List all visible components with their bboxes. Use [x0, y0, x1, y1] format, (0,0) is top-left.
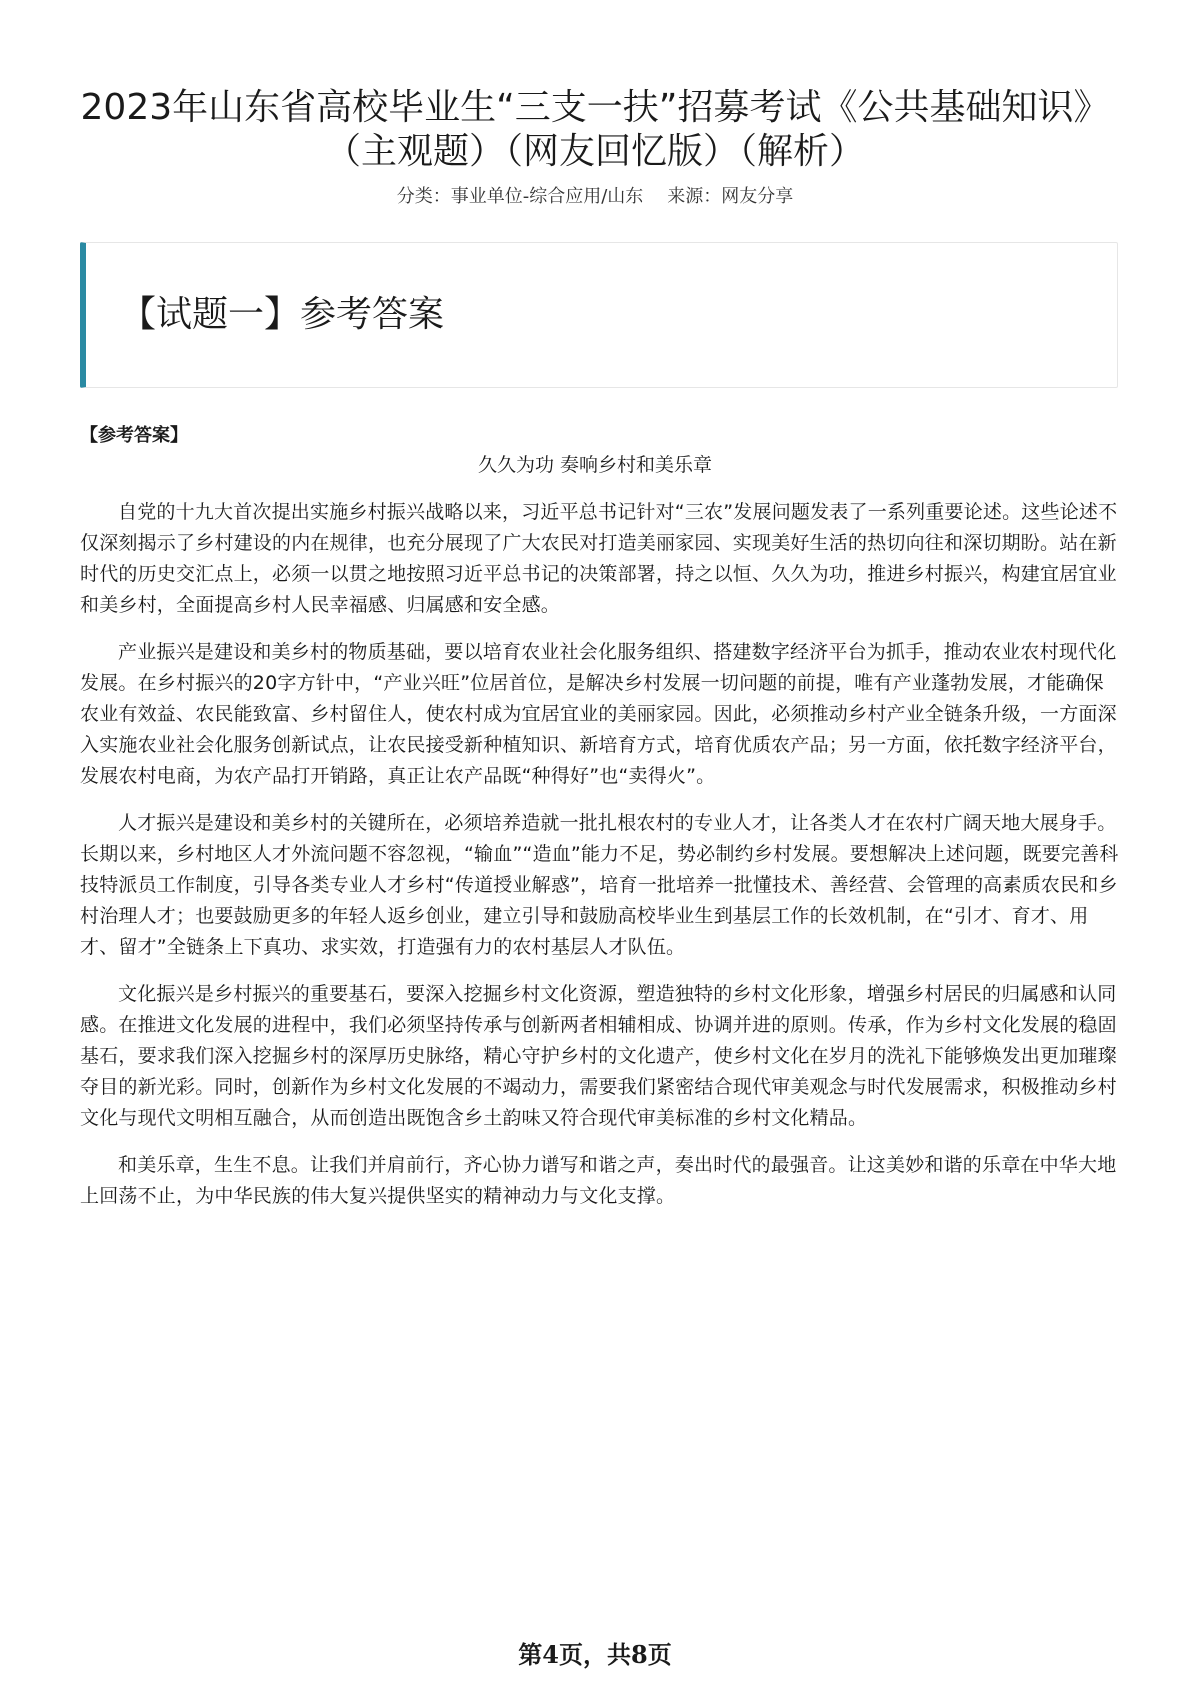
essay-body [80, 497, 1120, 1228]
document-meta [0, 186, 1190, 208]
answer-label: 【参考答案】 [80, 425, 188, 446]
essay-title: 久久为功 奏响乡村和美乐章 [477, 454, 713, 476]
source-text: 来源：网友分享 [667, 186, 794, 207]
essay-paragraph: 和美乐章，生生不息。让我们并肩前行，齐心协力谱写和谐之声，奏出时代的最强音。让这美妙和谐的乐章在中华大地上回荡不止，为中华民族的伟大复兴提供坚实的精神动力与文化支撑。 [80, 1154, 1117, 1207]
document-title: 2023年山东省高校毕业生“三支一扶”招募考试《公共基础知识》（主观题）（网友回忆版）（解析） [80, 87, 1110, 172]
essay-paragraph: 产业振兴是建设和美乡村的物质基础，要以培育农业社会化服务组织、搭建数字经济平台为抓手，推动农业农村现代化发展。在乡村振兴的20字方针中，“产业兴旺”位居首位，是解决乡村发展一切问题的前提，唯有产业蓬勃发展，才能确保农业有效益、农民能致富、乡村留住人，使农村成为宜居宜业的美丽家园。因此，必须推动乡村产业全链条升级，一方面深入实施农业社会化服务创新试点，让农民接受新种植知识、新培育方式，培育优质农产品；另一方面，依托数字经济平台，发展农村电商，为农产品打开销路，真正让农产品既“种得好”也“卖得火”。 [80, 641, 1117, 787]
essay-paragraph: 人才振兴是建设和美乡村的关键所在，必须培养造就一批扎根农村的专业人才，让各类人才在农村广阔天地大展身手。长期以来，乡村地区人才外流问题不容忽视，“输血”“造血”能力不足，势必制约乡村发展。要想解决上述问题，既要完善科技特派员工作制度，引导各类专业人才乡村“传道授业解惑”，培育一批培养一批懂技术、善经营、会管理的高素质农民和乡村治理人才；也要鼓励更多的年轻人返乡创业，建立引导和鼓励高校毕业生到基层工作的长效机制，在“引才、育才、用才、留才”全链条上下真功、求实效，打造强有力的农村基层人才队伍。 [80, 812, 1119, 958]
essay-paragraph: 文化振兴是乡村振兴的重要基石，要深入挖掘乡村文化资源，塑造独特的乡村文化形象，增强乡村居民的归属感和认同感。在推进文化发展的进程中，我们必须坚持传承与创新两者相辅相成、协调并进的原则。传承，作为乡村文化发展的稳固基石，要求我们深入挖掘乡村的深厚历史脉络，精心守护乡村的文化遗产，使乡村文化在岁月的洗礼下能够焕发出更加璀璨夺目的新光彩。同时，创新作为乡村文化发展的不竭动力，需要我们紧密结合现代审美观念与时代发展需求，积极推动乡村文化与现代文明相互融合，从而创造出既饱含乡土韵味又符合现代审美标准的乡村文化精品。 [80, 983, 1117, 1129]
page-number: 第4页，共8页 [518, 1640, 672, 1669]
section-heading: 【试题一】参考答案 [120, 294, 445, 335]
category-text: 分类：事业单位-综合应用/山东 [396, 186, 644, 207]
essay-paragraph: 自党的十九大首次提出实施乡村振兴战略以来，习近平总书记针对“三农”发展问题发表了一系列重要论述。这些论述不仅深刻揭示了乡村建设的内在规律，也充分展现了广大农民对打造美丽家园、实现美好生活的热切向往和深切期盼。站在新时代的历史交汇点上，必须一以贯之地按照习近平总书记的决策部署，持之以恒、久久为功，推进乡村振兴，构建宜居宜业和美乡村，全面提高乡村人民幸福感、归属感和安全感。 [80, 501, 1118, 616]
section-header-box [80, 242, 1118, 388]
